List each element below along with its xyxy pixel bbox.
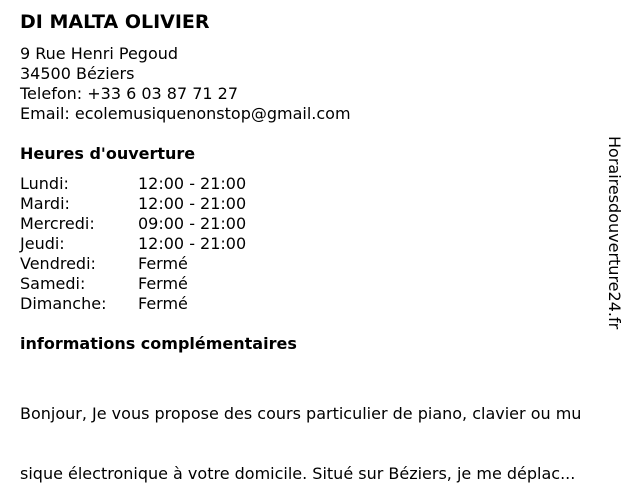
time-value: 12:00 - 21:00: [138, 194, 247, 213]
time-value: 12:00 - 21:00: [138, 174, 247, 193]
day-label: Lundi:: [20, 174, 69, 193]
day-label: Mardi:: [20, 194, 70, 213]
hours-row-saturday: [20, 274, 246, 294]
street-address: 9 Rue Henri Pegoud: [20, 44, 179, 63]
time-value: 09:00 - 21:00: [138, 214, 247, 233]
hours-row-sunday: [20, 294, 246, 314]
hours-row-friday: [20, 254, 246, 274]
time-value: Fermé: [138, 254, 188, 273]
phone-number: Telefon: +33 6 03 87 71 27: [20, 84, 239, 103]
opening-hours-heading: Heures d'ouverture: [20, 144, 196, 163]
city-address: 34500 Béziers: [20, 64, 135, 83]
hours-row-tuesday: [20, 194, 246, 214]
additional-info-text: [20, 364, 632, 504]
day-label: Vendredi:: [20, 254, 96, 273]
business-name: DI MALTA OLIVIER: [20, 11, 210, 33]
info-text-line: Bonjour, Je vous propose des cours particulier de piano, clavier ou mu: [20, 404, 582, 423]
time-value: 12:00 - 21:00: [138, 234, 247, 253]
time-value: Fermé: [138, 294, 188, 313]
additional-info-heading: informations complémentaires: [20, 334, 297, 353]
day-label: Samedi:: [20, 274, 86, 293]
day-label: Dimanche:: [20, 294, 107, 313]
info-text-line: sique électronique à votre domicile. Situé sur Béziers, je me déplac...: [20, 464, 576, 483]
day-label: Mercredi:: [20, 214, 95, 233]
hours-row-wednesday: [20, 214, 246, 234]
hours-row-monday: [20, 174, 246, 194]
day-label: Jeudi:: [20, 234, 65, 253]
email-address: Email: ecolemusiquenonstop@gmail.com: [20, 104, 351, 123]
site-watermark: Horairesdouverture24.fr: [605, 136, 624, 330]
contact-block: [20, 44, 351, 124]
opening-hours-list: [20, 174, 246, 314]
time-value: Fermé: [138, 274, 188, 293]
hours-row-thursday: [20, 234, 246, 254]
